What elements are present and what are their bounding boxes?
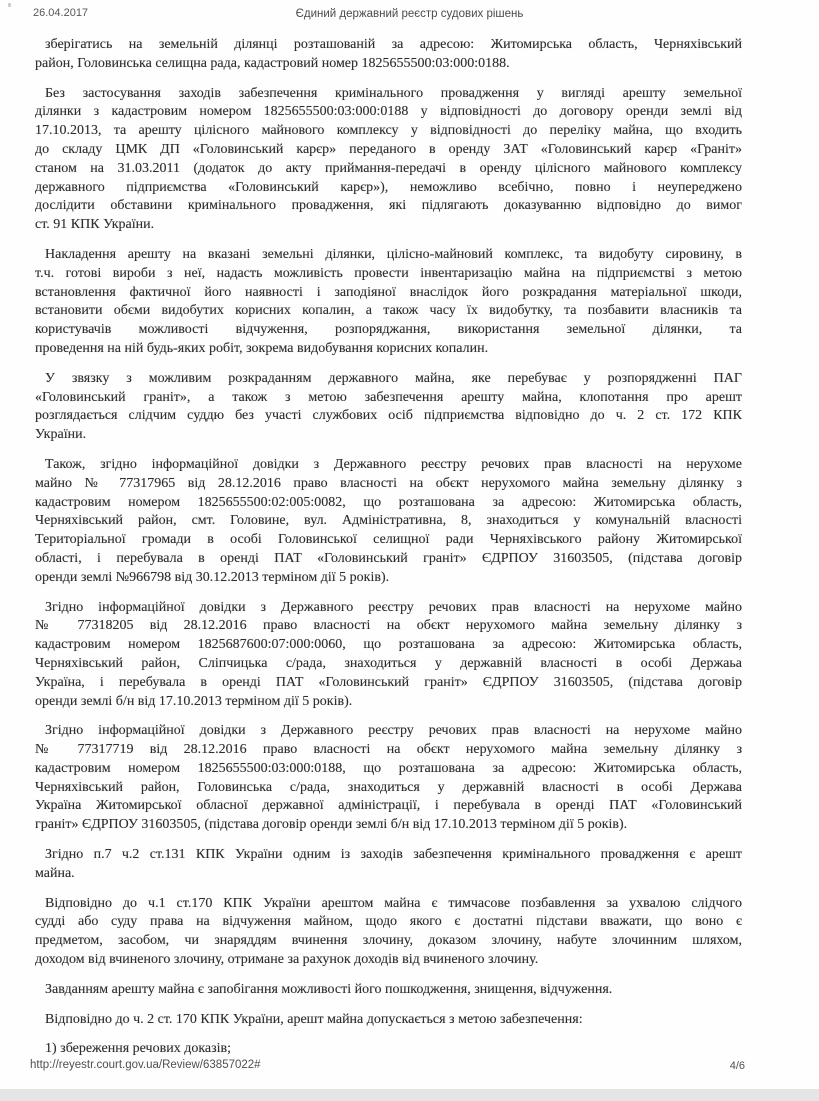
paragraph-line: Згідно інформаційної довідки з Державного реєстру речових прав власності на нерухоме майно (35, 722, 742, 741)
paragraph-line: майна. (35, 865, 75, 881)
paragraph-line: державного підприємства «Головинський карєр»), неможливо всебічно, повно і неупереджено (35, 179, 742, 198)
page-title: Єдиний державний реєстр судових рішень (295, 8, 524, 20)
paragraph-line: Відповідно до ч.1 ст.170 КПК України арештом майна є тимчасове позбавлення за ухвалою слідчого (35, 895, 742, 914)
paragraph-line: «Головинський граніт», а також з метою забезпечення арешту майна, клопотання про арешт (35, 389, 742, 408)
paragraph-line: предметом, засобом, чи знаряддям вчинення злочину, доказом злочину, набуте злочинним шляхом, (35, 932, 742, 951)
paragraph (35, 370, 742, 445)
paragraph (35, 895, 742, 970)
paragraph (35, 85, 742, 235)
paragraph (35, 456, 742, 588)
paragraph-line: користувачів можливості відчуження, розпоряджання, використання земельної ділянки, та (35, 321, 742, 340)
paragraph-line: Черняхівський район, Сліпчицька с/рада, знаходиться у державній власності в особі Держаьа (35, 655, 742, 674)
page-number: 4/6 (729, 1060, 745, 1072)
paragraph-line: кадастровим номером 1825655500:03:000:0188, що розташована за адресою: Житомирська область, (35, 760, 742, 779)
paragraph-line: № 77318205 від 28.12.2016 право власності на обєкт нерухомого майна земельну ділянку з (35, 617, 742, 636)
paragraph-line: розглядається слідчим суддю без участі службових осіб підприємства відповідно до ч. 2 ст. 172 КПК (35, 407, 742, 426)
paragraph-line: Черняхівський район, смт. Головине, вул. Адміністративна, 8, знаходиться у комунальній власності (35, 512, 742, 531)
paragraph-line: кадастровим номером 1825655500:02:005:0082, що розташована за адресою: Житомирська область, (35, 494, 742, 513)
scan-speck (8, 3, 11, 7)
paragraph-line: ст. 91 КПК України. (35, 217, 155, 233)
paragraph (35, 36, 742, 74)
document-body (35, 36, 742, 1059)
paragraph-line: області, і перебувала в оренді ПАТ «Головинський граніт» ЄДРПОУ 31603505, (підстава договір (35, 550, 742, 569)
paragraph-line: № 77317719 від 28.12.2016 право власності на обєкт нерухомого майна земельну ділянку з (35, 741, 742, 760)
paragraph-line: Також, згідно інформаційної довідки з Державного реєстру речових прав власності на нерухоме (35, 456, 742, 475)
paragraph-line: до складу ЦМК ДП «Головинський карєр» переданого в оренду ЗАТ «Головинський карєр «Граніт» (35, 141, 742, 160)
paragraph (35, 722, 742, 835)
paragraph-line: У звязку з можливим розкраданням державного майна, яке перебуває у розпорядженні ПАГ (35, 370, 742, 389)
paragraph (35, 599, 742, 712)
paragraph-line: т.ч. готові вироби з неї, надасть можливість провести інвентаризацію майна на підприємстві з метою (35, 265, 742, 284)
paragraph-line: ділянки з кадастровим номером 1825655500:03:000:0188 у відповідності до договору оренди землі від (35, 103, 742, 122)
paragraph-line: проведення на ній будь-яких робіт, зокрема видобування корисних копалин. (35, 340, 489, 356)
paragraph-line: Згідно інформаційної довідки з Державного реєстру речових прав власності на нерухоме майно (35, 599, 742, 618)
paragraph (35, 846, 742, 884)
paragraph-line: Україна, і перебувала в оренді ПАТ «Головинський граніт» ЄДРПОУ 31603505, (підстава договір (35, 674, 742, 693)
paragraph-line: майно № 77317965 від 28.12.2016 право власності на обєкт нерухомого майна земельну ділянку з (35, 475, 742, 494)
paragraph-line: Без застосування заходів забезпечення кримінального провадження у вигляді арешту земельної (35, 85, 742, 104)
paragraph-line: доходом від вчиненого злочину, отримане за рахунок доходів від вчиненого злочину. (35, 952, 539, 968)
paragraph-line: України. (35, 427, 87, 443)
window-bottom-edge (0, 1089, 819, 1101)
paragraph-line: встановити обєми видобутих корисних копалин, а також часу їх видобутку, та позбавити власників та (35, 302, 742, 321)
paragraph-line: Територіальної громади в особі Головинської селищної ради Черняхівського району Житомирської (35, 531, 742, 550)
paragraph-line: зберігатись на земельній ділянці розташованій за адресою: Житомирська область, Черняхівський (35, 36, 742, 55)
paragraph (35, 981, 742, 1000)
paragraph-line: Згідно п.7 ч.2 ст.131 КПК України одним із заходів забезпечення кримінального провадження є арешт (35, 846, 742, 865)
paragraph-line: встановлення фактичної його наявності і заподіяної внаслідок його розкрадання матеріальної шкоди, (35, 284, 742, 303)
paragraph-line: оренди землі б/н від 17.10.2013 терміном дії 5 років). (35, 693, 353, 709)
paragraph-line: Відповідно до ч. 2 ст. 170 КПК України, арешт майна допускається з метою забезпечення: (45, 1011, 583, 1027)
footer-url: http://reyestr.court.gov.ua/Review/63857022# (30, 1059, 261, 1071)
paragraph-line: район, Головинська селищна рада, кадастровий номер 1825655500:03:000:0188. (35, 55, 510, 71)
print-header-date: 26.04.2017 (33, 7, 89, 19)
paragraph-line: 17.10.2013, та арешту цілісного майнового комплексу у відповідності до переліку майна, що входить (35, 122, 742, 141)
paragraph-line: Україна Житомирської обласної державної адміністрації, і перебувала в оренді ПАТ «Головинський (35, 797, 742, 816)
paragraph-line: Завданням арешту майна є запобігання можливості його пошкодження, знищення, відчуження. (45, 981, 613, 997)
paragraph (35, 1040, 742, 1059)
paragraph (35, 1011, 742, 1030)
paragraph-line: Черняхівський район, Головинська с/рада, знаходиться у державній власності в особі Держава (35, 779, 742, 798)
paragraph-line: кадастровим номером 1825687600:07:000:0060, що розташована за адресою: Житомирська область, (35, 636, 742, 655)
paragraph-line: 1) збереження речових доказів; (45, 1041, 232, 1057)
paragraph-line: граніт» ЄДРПОУ 31603505, (підстава договір оренди землі б/н від 17.10.2013 терміном дії 5 років). (35, 817, 628, 833)
paragraph (35, 246, 742, 359)
paragraph-line: Накладення арешту на вказані земельні ділянки, цілісно-майновий комплекс, та видобуту сировину, в (35, 246, 742, 265)
paragraph-line: дослідити обставини кримінального провадження, які підлягають доказуванню відповідно до вимог (35, 197, 742, 216)
paragraph-line: станом на 31.03.2011 (додаток до акту приймання-передачі в оренду цілісного майнового комплексу (35, 160, 742, 179)
paragraph-line: оренди землі №966798 від 30.12.2013 терміном дії 5 років). (35, 569, 390, 585)
paragraph-line: судді або суду права на відчуження майном, щодо якого є достатні підстави вважати, що воно є (35, 913, 742, 932)
